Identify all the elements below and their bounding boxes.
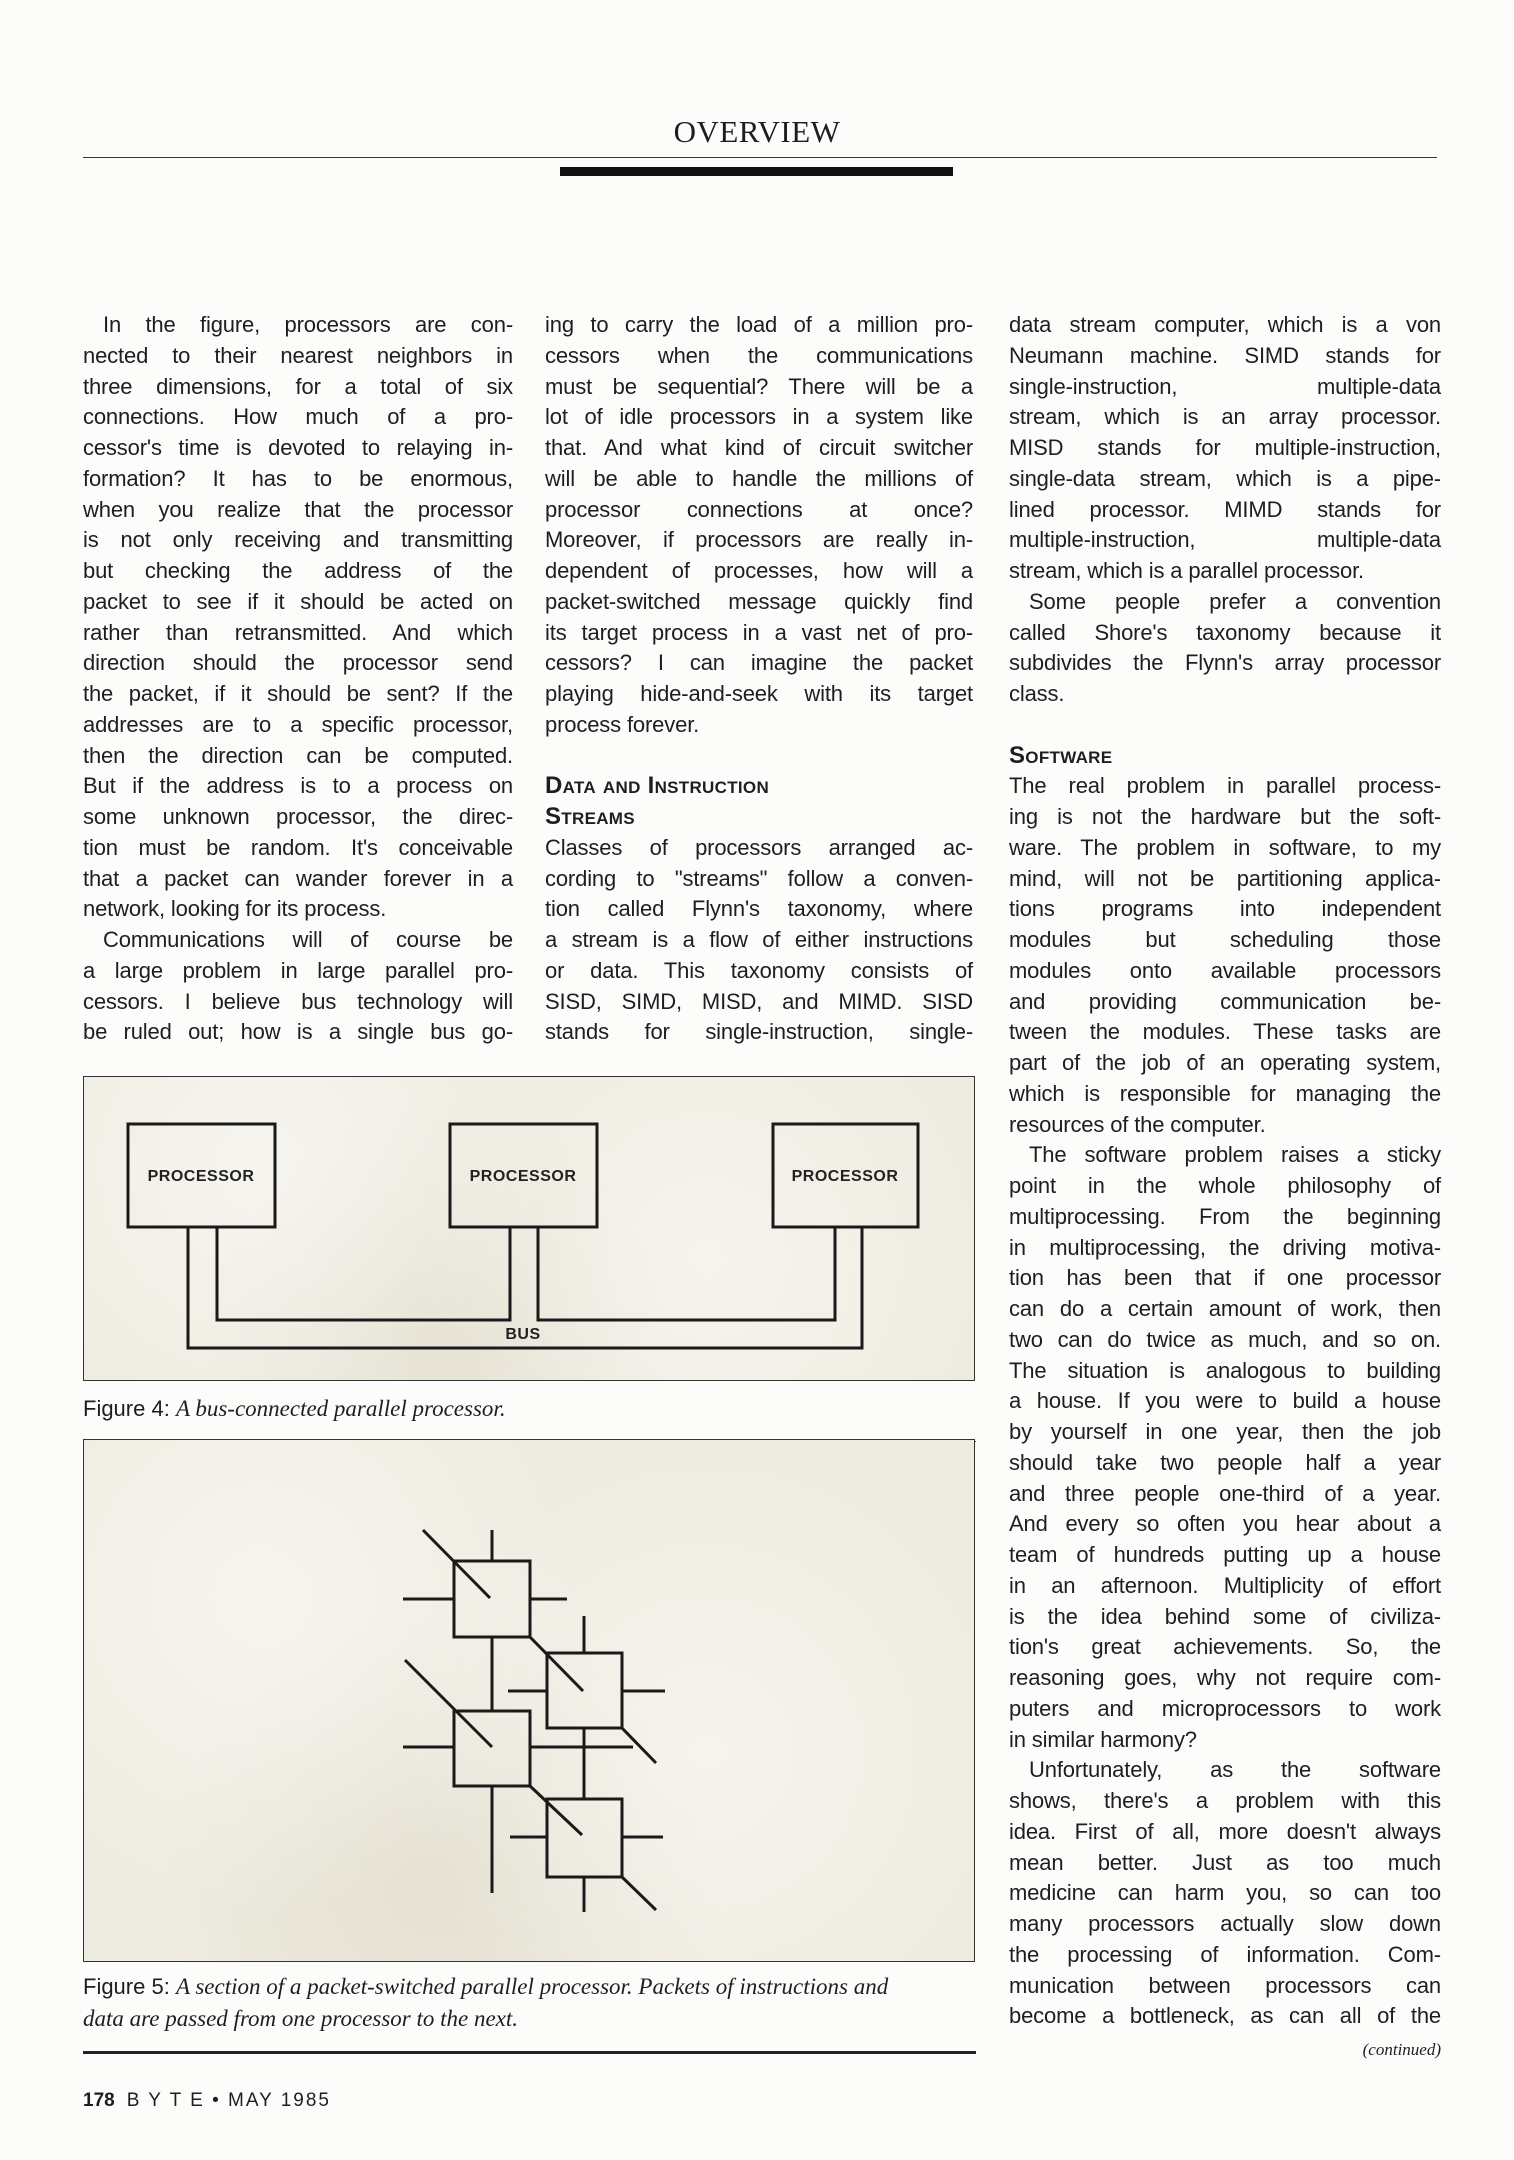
text-line: be ruled out; how is a single bus go-	[83, 1019, 513, 1045]
text-line: that. And what kind of circuit switcher	[545, 435, 973, 460]
figure-4-caption-text: A bus-connected parallel processor.	[175, 1396, 506, 1421]
text-line: Classes of processors arranged ac-	[545, 834, 973, 860]
text-line: multiple-instruction, multiple-data	[1009, 527, 1441, 553]
text-line: cessors. I believe bus technology will	[83, 988, 513, 1014]
text-line: lot of idle processors in a system like	[545, 404, 973, 430]
blank-line	[1009, 710, 1441, 741]
text-line: tion's great achievements. So, the	[1009, 1634, 1441, 1660]
processor-label-3: PROCESSOR	[791, 1168, 899, 1185]
text-line: cessors when the communications	[545, 342, 973, 368]
text-line: Moreover, if processors are really in-	[545, 527, 973, 553]
text-line: The real problem in parallel process-	[1009, 773, 1441, 799]
text-column-1	[83, 310, 513, 1048]
text-line: team of hundreds putting up a house	[1009, 1542, 1441, 1567]
text-line: process forever.	[545, 711, 700, 737]
text-line: two can do twice as much, and so on.	[1009, 1326, 1441, 1352]
figure-5-rule	[83, 2051, 976, 2054]
text-line: but checking the address of the	[83, 558, 513, 583]
text-line: network, looking for its process.	[83, 896, 387, 922]
text-line: in an afternoon. Multiplicity of effort	[1009, 1572, 1441, 1598]
text-line: should take two people half a year	[1009, 1449, 1441, 1475]
text-line: will be able to handle the millions of	[545, 465, 973, 491]
text-line: Unfortunately, as the software	[1029, 1757, 1441, 1783]
figure-5-caption-text: A section of a packet-switched parallel processor. Packets of instructions and	[175, 1974, 889, 1999]
text-line: stands for single-instruction, single-	[545, 1019, 973, 1045]
section-heading: Software	[1009, 741, 1113, 769]
text-line: In the figure, processors are con-	[103, 312, 513, 337]
text-line: three dimensions, for a total of six	[83, 373, 513, 399]
text-line: tions programs into independent	[1009, 896, 1441, 922]
text-line: tween the modules. These tasks are	[1009, 1019, 1441, 1045]
processor-label-1: PROCESSOR	[147, 1168, 255, 1185]
text-line: and providing communication be-	[1009, 988, 1441, 1014]
text-line: a stream is a flow of either instructions	[545, 927, 973, 952]
text-line: puters and microprocessors to work	[1009, 1695, 1441, 1721]
header-bar	[560, 167, 953, 176]
text-line: SISD, SIMD, MISD, and MIMD. SISD	[545, 988, 973, 1014]
text-line: shows, there's a problem with this	[1009, 1788, 1441, 1813]
text-line: single-instruction, multiple-data	[1009, 373, 1441, 399]
text-line: when you realize that the processor	[83, 496, 513, 522]
text-line: its target process in a vast net of pro-	[545, 619, 973, 645]
text-line: medicine can harm you, so can too	[1009, 1880, 1441, 1906]
text-line: dependent of processes, how will a	[545, 558, 973, 583]
text-line: class.	[1009, 681, 1065, 706]
text-line: tion has been that if one processor	[1009, 1265, 1441, 1291]
text-line: resources of the computer.	[1009, 1111, 1266, 1137]
text-line: lined processor. MIMD stands for	[1009, 496, 1441, 522]
section-heading: Streams	[545, 803, 635, 830]
text-line: direction should the processor send	[83, 650, 513, 676]
figure-4-label: Figure 4:	[83, 1396, 170, 1421]
text-line: And every so often you hear about a	[1009, 1511, 1441, 1537]
text-line: rather than retransmitted. And which	[83, 619, 513, 645]
text-line: tion must be random. It's conceivable	[83, 834, 513, 860]
text-line: Some people prefer a convention	[1029, 588, 1441, 614]
figure-4-box	[83, 1076, 975, 1381]
blank-line	[545, 741, 973, 772]
figure-4-caption	[83, 1396, 506, 1422]
text-line: cording to "streams" follow a conven-	[545, 865, 973, 891]
text-line: the processing of information. Com-	[1009, 1941, 1441, 1967]
text-line: many processors actually slow down	[1009, 1911, 1441, 1936]
text-line: become a bottleneck, as can all of the	[1009, 2003, 1441, 2029]
text-line: by yourself in one year, then the job	[1009, 1419, 1441, 1444]
text-line: processor connections at once?	[545, 496, 973, 522]
text-line: multiprocessing. From the beginning	[1009, 1203, 1441, 1229]
text-line: ware. The problem in software, to my	[1009, 834, 1441, 860]
publication-date: B Y T E • MAY 1985	[126, 2090, 331, 2111]
figure-5-label: Figure 5:	[83, 1974, 170, 1999]
text-line: ing is not the hardware but the soft-	[1009, 804, 1441, 829]
text-line: mind, will not be partitioning applica-	[1009, 865, 1441, 891]
text-line: data stream computer, which is a von	[1009, 312, 1441, 337]
text-line: single-data stream, which is a pipe-	[1009, 465, 1441, 491]
bus-label: BUS	[505, 1326, 541, 1343]
text-line: connections. How much of a pro-	[83, 404, 513, 430]
section-heading: Data and Instruction	[545, 772, 770, 800]
figure-5-caption-line-1	[83, 1974, 888, 2000]
text-line: formation? It has to be enormous,	[83, 465, 513, 491]
text-line: part of the job of an operating system,	[1009, 1050, 1441, 1075]
text-line: packet-switched message quickly find	[545, 588, 973, 614]
text-line: addresses are to a specific processor,	[83, 711, 513, 737]
text-line: But if the address is to a process on	[83, 773, 513, 799]
text-line: nected to their nearest neighbors in	[83, 342, 513, 368]
text-column-2	[545, 310, 973, 1048]
text-line: in similar harmony?	[1009, 1726, 1197, 1752]
text-line: is the idea behind some of civiliza-	[1009, 1603, 1441, 1629]
text-line: is not only receiving and transmitting	[83, 527, 513, 553]
text-line: that a packet can wander forever in a	[83, 865, 513, 891]
text-line: stream, which is an array processor.	[1009, 404, 1441, 430]
text-line: Communications will of course be	[103, 927, 513, 952]
text-line: must be sequential? There will be a	[545, 373, 973, 399]
text-line: modules but scheduling those	[1009, 927, 1441, 952]
figure-5-caption-text-2: data are passed from one processor to the next.	[83, 2006, 519, 2031]
text-line: cessor's time is devoted to relaying in-	[83, 435, 513, 460]
text-line: playing hide-and-seek with its target	[545, 681, 973, 706]
text-line: stream, which is a parallel processor.	[1009, 558, 1365, 583]
figure-5-box	[83, 1439, 975, 1962]
text-line: MISD stands for multiple-instruction,	[1009, 435, 1441, 460]
page-footer	[83, 2090, 331, 2112]
text-column-3	[1009, 310, 1441, 2032]
text-line: or data. This taxonomy consists of	[545, 957, 973, 983]
processor-label-2: PROCESSOR	[469, 1168, 577, 1185]
text-line: munication between processors can	[1009, 1972, 1441, 1998]
text-line: reasoning goes, why not require com-	[1009, 1665, 1441, 1690]
text-line: The situation is analogous to building	[1009, 1357, 1441, 1383]
text-line: then the direction can be computed.	[83, 742, 513, 768]
text-line: mean better. Just as too much	[1009, 1849, 1441, 1875]
text-line: can do a certain amount of work, then	[1009, 1296, 1441, 1321]
text-line: subdivides the Flynn's array processor	[1009, 650, 1441, 676]
text-line: Neumann machine. SIMD stands for	[1009, 342, 1441, 368]
text-line: and three people one-third of a year.	[1009, 1480, 1441, 1506]
text-line: modules onto available processors	[1009, 957, 1441, 983]
text-line: ing to carry the load of a million pro-	[545, 312, 973, 337]
section-title: OVERVIEW	[673, 114, 841, 149]
continued-note: (continued)	[1362, 2040, 1441, 2059]
text-line: The software problem raises a sticky	[1029, 1142, 1441, 1168]
text-line: which is responsible for managing the	[1009, 1080, 1441, 1106]
text-line: point in the whole philosophy of	[1009, 1173, 1441, 1198]
header-rule	[83, 157, 1437, 158]
text-line: called Shore's taxonomy because it	[1009, 619, 1441, 645]
page-number: 178	[83, 2090, 115, 2111]
text-line: the packet, if it should be sent? If the	[83, 681, 513, 706]
text-line: packet to see if it should be acted on	[83, 588, 513, 614]
text-line: tion called Flynn's taxonomy, where	[545, 896, 973, 922]
text-line: a house. If you were to build a house	[1009, 1388, 1441, 1414]
text-line: a large problem in large parallel pro-	[83, 957, 513, 983]
text-line: cessors? I can imagine the packet	[545, 650, 973, 676]
text-line: in multiprocessing, the driving motiva-	[1009, 1234, 1441, 1260]
text-line: idea. First of all, more doesn't always	[1009, 1818, 1441, 1844]
text-line: some unknown processor, the direc-	[83, 804, 513, 829]
figure-5-caption-line-2	[83, 2006, 518, 2032]
